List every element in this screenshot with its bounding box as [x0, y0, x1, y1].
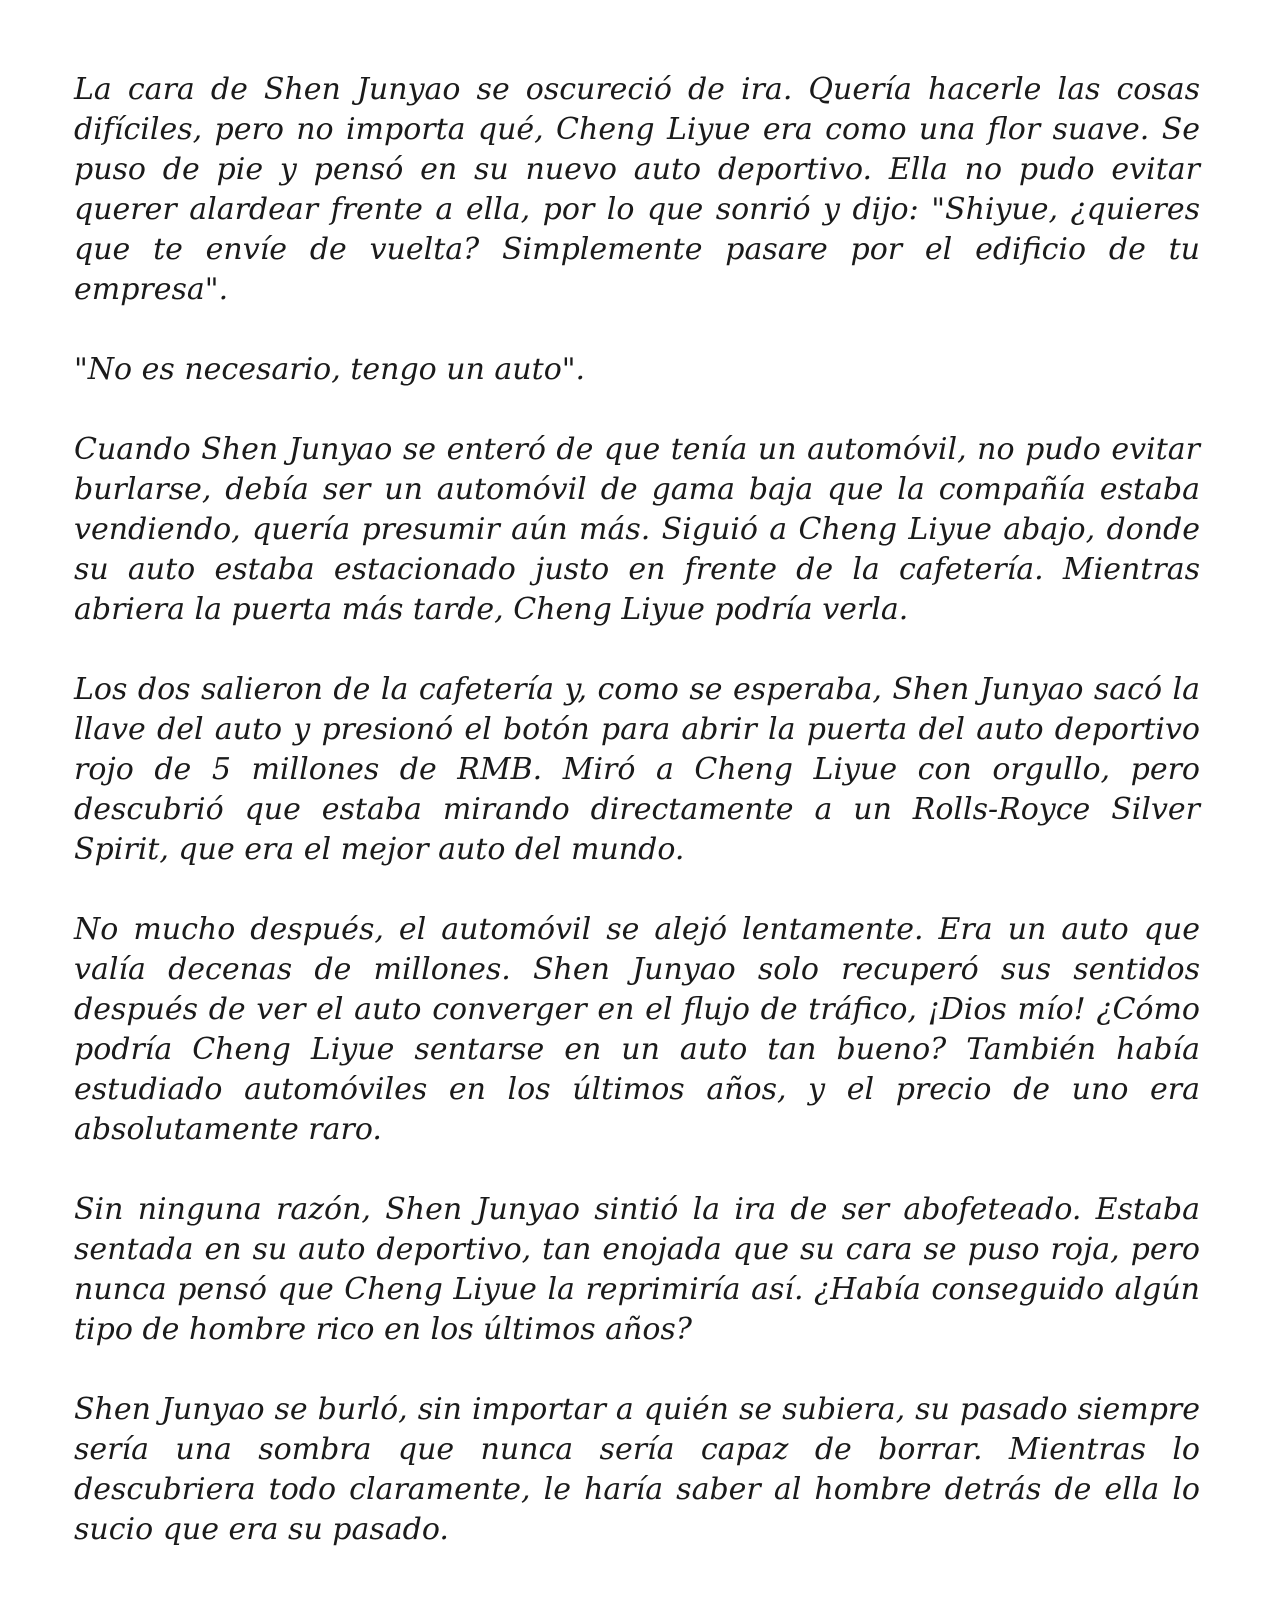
paragraph-6: Sin ninguna razón, Shen Junyao sintió la ira de ser abofeteado. Estaba sentada en su auto deportivo, tan enojada que su cara se puso roja, pero nunca pensó que Cheng Liyue la reprimiría así. ¿Había conseguido algún tipo de hombre rico en los últimos años?: [74, 1192, 1200, 1347]
paragraph-4: Los dos salieron de la cafetería y, como se esperaba, Shen Junyao sacó la llave del auto y presionó el botón para abrir la puerta del auto deportivo rojo de 5 millones de RMB. Miró a Cheng Liyue con orgullo, pero descubrió que estaba mirando directamente a un Rolls-Royce Silver Spirit, que era el mejor auto del mundo.: [74, 672, 1200, 867]
paragraph-1: La cara de Shen Junyao se oscureció de ira. Quería hacerle las cosas difíciles, pero no importa qué, Cheng Liyue era como una flor suave. Se puso de pie y pensó en su nuevo auto deportivo. Ella no pudo evitar querer alardear frente a ella, por lo que sonrió y dijo: "Shiyue, ¿quieres que te envíe de vuelta? Simplemente pasare por el edificio de tu empresa".: [74, 72, 1200, 307]
paragraph-5: No mucho después, el automóvil se alejó lentamente. Era un auto que valía decenas de millones. Shen Junyao solo recuperó sus sentidos después de ver el auto converger en el flujo de tráfico, ¡Dios mío! ¿Cómo podría Cheng Liyue sentarse en un auto tan bueno? También había estudiado automóviles en los últimos años, y el precio de uno era absolutamente raro.: [74, 912, 1200, 1147]
paragraph-2: "No es necesario, tengo un auto".: [74, 352, 586, 387]
paragraph-3: Cuando Shen Junyao se enteró de que tenía un automóvil, no pudo evitar burlarse, debía ser un automóvil de gama baja que la compañía estaba vendiendo, quería presumir aún más. Siguió a Cheng Liyue abajo, donde su auto estaba estacionado justo en frente de la cafetería. Mientras abriera la puerta más tarde, Cheng Liyue podría verla.: [74, 432, 1200, 627]
document-page: [74, 70, 1200, 1550]
paragraph-7: Shen Junyao se burló, sin importar a quién se subiera, su pasado siempre sería una sombra que nunca sería capaz de borrar. Mientras lo descubriera todo claramente, le haría saber al hombre detrás de ella lo sucio que era su pasado.: [74, 1392, 1200, 1547]
